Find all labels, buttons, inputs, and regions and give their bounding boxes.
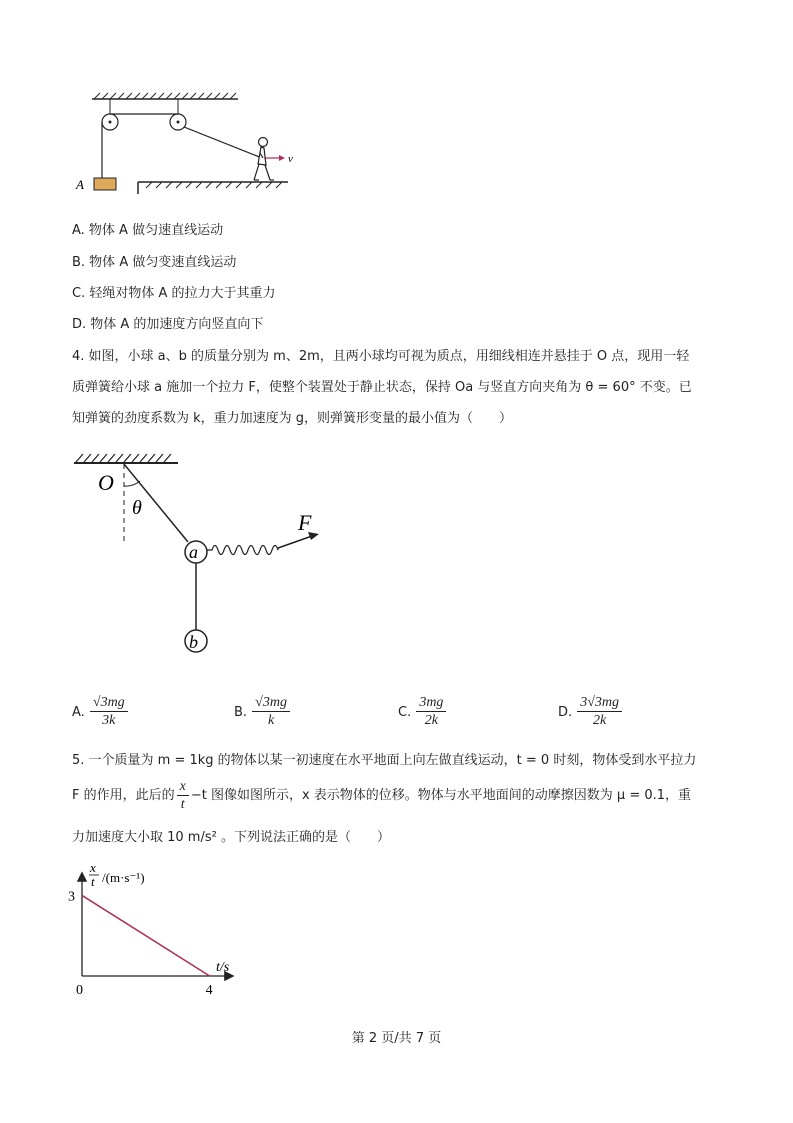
q4-stem-line-3: 知弹簧的劲度系数为 k，重力加速度为 g，则弹簧形变量的最小值为（ ） [72, 411, 513, 426]
y-label-unit: /(m·s⁻¹) [102, 870, 145, 885]
q4-option-a-fraction: $\frac{√3mg}{3k}$ [90, 694, 128, 729]
label-theta: θ [132, 497, 142, 519]
label-a: a [189, 542, 198, 562]
x-tick-label: 4 [205, 983, 213, 998]
q4-stem-line-2: 质弹簧给小球 a 施加一个拉力 F，使整个装置处于静止状态，保持 Oa 与竖直方向夹角为 θ = 60° 不变。已 [72, 380, 692, 395]
q4-pendulum-figure [70, 450, 340, 682]
x-label: t/s [216, 960, 230, 975]
q5-xt-fraction: $\frac{x}{t}$ [177, 778, 189, 813]
y-tick-label: 3 [68, 889, 75, 905]
velocity-label: v [288, 153, 293, 165]
label-b: b [189, 632, 198, 652]
block-a [94, 178, 116, 190]
q3-option-b: B. 物体 A 做匀变速直线运动 [72, 255, 237, 270]
q4-option-c-fraction: $\frac{3mg}{2k}$ [416, 694, 446, 729]
origin-label: 0 [76, 983, 83, 998]
q4-option-b-fraction: $\frac{√3mg}{k}$ [252, 694, 290, 729]
q3-option-d: D. 物体 A 的加速度方向竖直向下 [72, 317, 264, 332]
q3-option-a: A. 物体 A 做匀速直线运动 [72, 223, 224, 238]
y-label-num: x [90, 860, 96, 875]
y-label-den: t [91, 874, 95, 889]
q4-option-c: C. $\frac{3mg}{2k}$ [398, 694, 446, 729]
label-f: F [298, 510, 312, 535]
label-o: O [98, 470, 114, 495]
q3-option-c: C. 轻绳对物体 A 的拉力大于其重力 [72, 286, 276, 301]
spring [207, 546, 278, 555]
q4-option-b: B. $\frac{√3mg}{k}$ [234, 694, 290, 729]
page-footer: 第 2 页/共 7 页 [351, 1031, 442, 1046]
block-a-label: A [76, 177, 84, 192]
series-line-segment [82, 895, 210, 976]
q5-xt-chart [60, 860, 260, 1000]
q4-stem-line-1: 4. 如图，小球 a、b 的质量分别为 m、2m，且两小球均可视为质点，用细线相连并悬挂于 O 点，现用一轻 [72, 349, 690, 364]
q4-option-d: D. $\frac{3√3mg}{2k}$ [558, 694, 622, 729]
q5-stem-line-3: 力加速度大小取 10 m/s² 。下列说法正确的是（ ） [72, 830, 390, 845]
q4-option-d-fraction: $\frac{3√3mg}{2k}$ [577, 694, 622, 729]
q3-pulley-figure [70, 92, 310, 202]
q5-stem-line-2: F 的作用，此后的 $\frac{x}{t}$ −t 图像如图所示，x 表示物体的位移。物体与水平地面间的动摩擦因数为 μ = 0.1，重 [72, 779, 692, 812]
person-figure [254, 138, 274, 181]
q5-stem-line-1: 5. 一个质量为 m = 1kg 的物体以某一初速度在水平地面上向左做直线运动，t = 0 时刻，物体受到水平拉力 [72, 753, 697, 768]
q4-option-a: A. $\frac{√3mg}{3k}$ [72, 694, 128, 729]
